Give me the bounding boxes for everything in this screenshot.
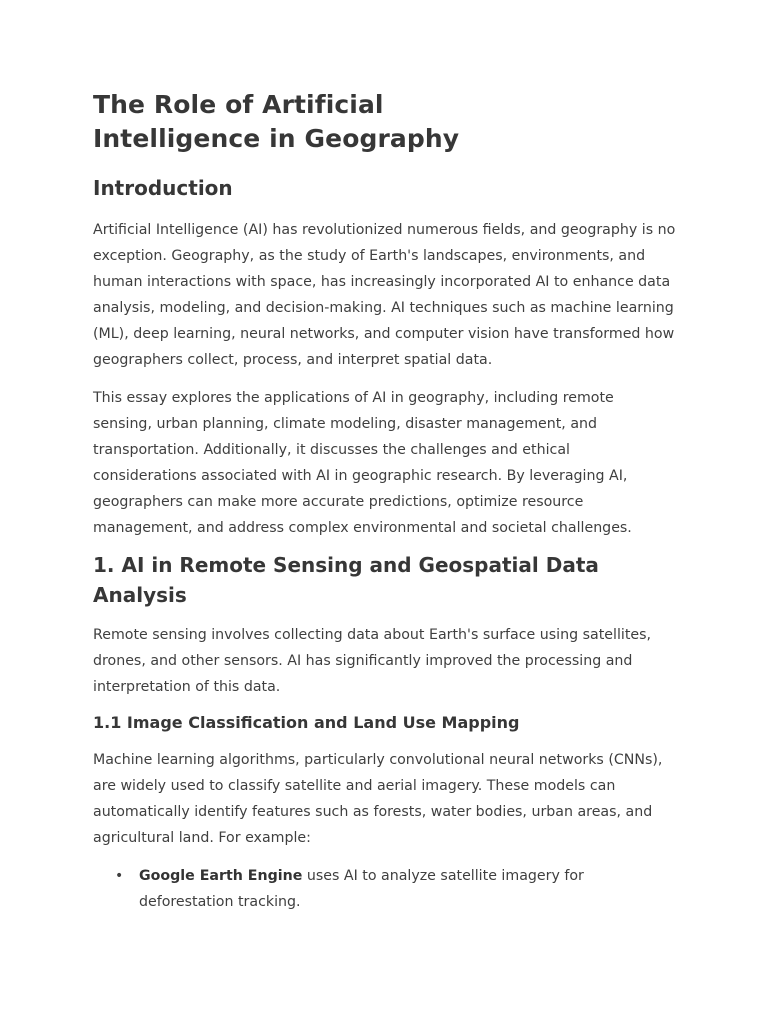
bullet-icon: • — [115, 868, 124, 884]
intro-paragraph-2: This essay explores the applications of AI in geography, including remote sensing, urban planning, climate modeling, disaster management, and transportation. Additionally, it discusses the challenges and ethical considerations associated with AI in geographic research. By leveraging AI, geographers can make more accurate predictions, optimize resource management, and address complex environmental and societal challenges. — [93, 390, 632, 536]
list-item-bold: Google Earth Engine — [139, 868, 303, 884]
list-item-text: uses AI to analyze satellite imagery for deforestation tracking. — [139, 868, 584, 910]
intro-paragraph-1: Artificial Intelligence (AI) has revolutionized numerous fields, and geography is no exception. Geography, as the study of Earth's landscapes, environments, and human interactions with space, has increasingly incorporated AI to enhance data analysis, modeling, and decision-making. AI techniques such as machine learning (ML), deep learning, neural networks, and computer vision have transformed how geographers collect, process, and interpret spatial data. — [93, 222, 676, 368]
section-1-heading: 1. AI in Remote Sensing and Geospatial Data Analysis — [93, 553, 599, 607]
example-list — [93, 863, 676, 915]
subsection-1-1-paragraph: Machine learning algorithms, particularly convolutional neural networks (CNNs), are widely used to classify satellite and aerial imagery. These models can automatically identify features such as forests, water bodies, urban areas, and agricultural land. For example: — [93, 752, 663, 846]
introduction-heading: Introduction — [93, 176, 233, 200]
section-1-paragraph: Remote sensing involves collecting data about Earth's surface using satellites, drones, and other sensors. AI has significantly improved the processing and interpretation of this data. — [93, 627, 652, 695]
subsection-1-1-heading: 1.1 Image Classification and Land Use Mapping — [93, 713, 520, 732]
list-item — [115, 863, 676, 915]
document-title: The Role of Artificial Intelligence in Geography — [93, 90, 460, 153]
